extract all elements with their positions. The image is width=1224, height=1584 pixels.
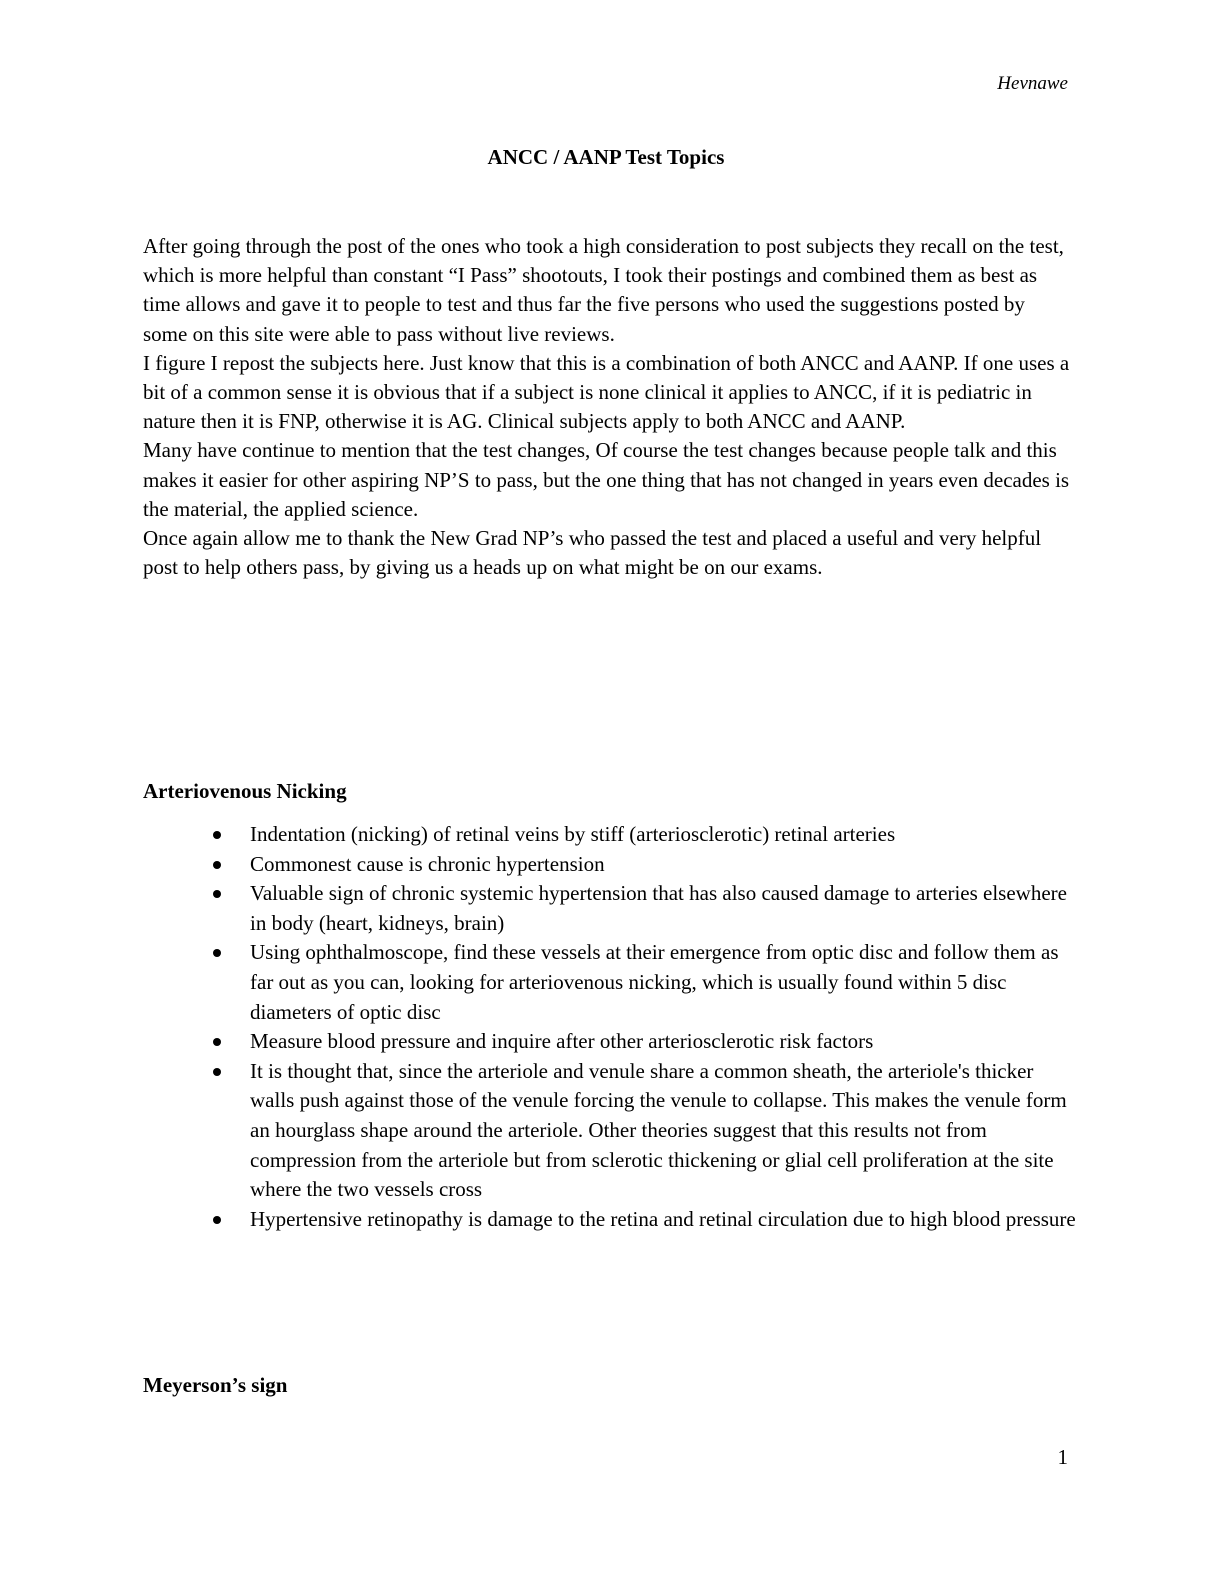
bullet-icon [213, 949, 221, 957]
intro-text [143, 232, 1073, 582]
bullet-item [143, 879, 1078, 938]
header-author: Hevnawe [997, 73, 1068, 94]
bullet-item [143, 1027, 1078, 1057]
document-title: ANCC / AANP Test Topics [487, 145, 725, 169]
section-heading-meyersons-sign: Meyerson’s sign [143, 1373, 288, 1397]
page-number: 1 [1057, 1445, 1068, 1469]
bullet-item [143, 1205, 1078, 1235]
bullet-item [143, 820, 1078, 850]
bullet-icon [213, 1038, 221, 1046]
bullet-icon [213, 1216, 221, 1224]
intro-paragraph: I figure I repost the subjects here. Just know that this is a combination of both ANCC and AANP. If one uses a bit of a common sense it is obvious that if a subject is none clinical it applies to ANCC, if it is pediatric in nature then it is FNP, otherwise it is AG. Clinical subjects apply to both ANCC and AANP. [143, 350, 1070, 434]
bullet-item [143, 850, 1078, 880]
bullet-text: Indentation (nicking) of retinal veins by stiff (arteriosclerotic) retinal arteries [250, 822, 896, 846]
intro-paragraph: Many have continue to mention that the test changes, Of course the test changes because people talk and this makes it easier for other aspiring NP’S to pass, but the one thing that has not changed in years even decades is the material, the applied science. [143, 438, 1070, 521]
bullet-item [143, 938, 1078, 1027]
bullet-text: Measure blood pressure and inquire after other arteriosclerotic risk factors [250, 1029, 874, 1054]
intro-paragraph: After going through the post of the ones who took a high consideration to post subjects they recall on the test, which is more helpful than constant “I Pass” shootouts, I took their postings and combined them as best as time allows and gave it to people to test and thus far the five persons who used the suggestions posted by some on this site were able to pass without live reviews. [143, 234, 1064, 346]
bullet-icon [213, 831, 221, 839]
bullet-icon [213, 1068, 221, 1076]
bullet-icon [213, 861, 221, 869]
bullet-text: Commonest cause is chronic hypertension [250, 851, 605, 876]
bullet-text: Valuable sign of chronic systemic hypertension that has also caused damage to arteries elsewhere in body (heart, kidneys, brain) [250, 881, 1067, 935]
bullet-text: Hypertensive retinopathy is damage to the retina and retinal circulation due to high blood pressure [250, 1206, 1076, 1231]
section-heading-arteriovenous-nicking: Arteriovenous Nicking [143, 779, 347, 803]
intro-paragraph: Once again allow me to thank the New Grad NP’s who passed the test and placed a useful and very helpful post to help others pass, by giving us a heads up on what might be on our exams. [143, 526, 1042, 580]
bullet-text: It is thought that, since the arteriole and venule share a common sheath, the arteriole's thicker walls push against those of the venule forcing the venule to collapse. This makes the venule form an hourglass shape around the arteriole. Other theories suggest that this results not from compression from the arteriole but from sclerotic thickening or glial cell proliferation at the site where the two vessels cross [250, 1058, 1067, 1202]
bullet-icon [213, 890, 221, 898]
bullet-list [143, 820, 1078, 1234]
bullet-text: Using ophthalmoscope, find these vessels at their emergence from optic disc and follow them as far out as you can, looking for arteriovenous nicking, which is usually found within 5 disc diameters of optic disc [250, 940, 1059, 1024]
bullet-item [143, 1057, 1078, 1205]
